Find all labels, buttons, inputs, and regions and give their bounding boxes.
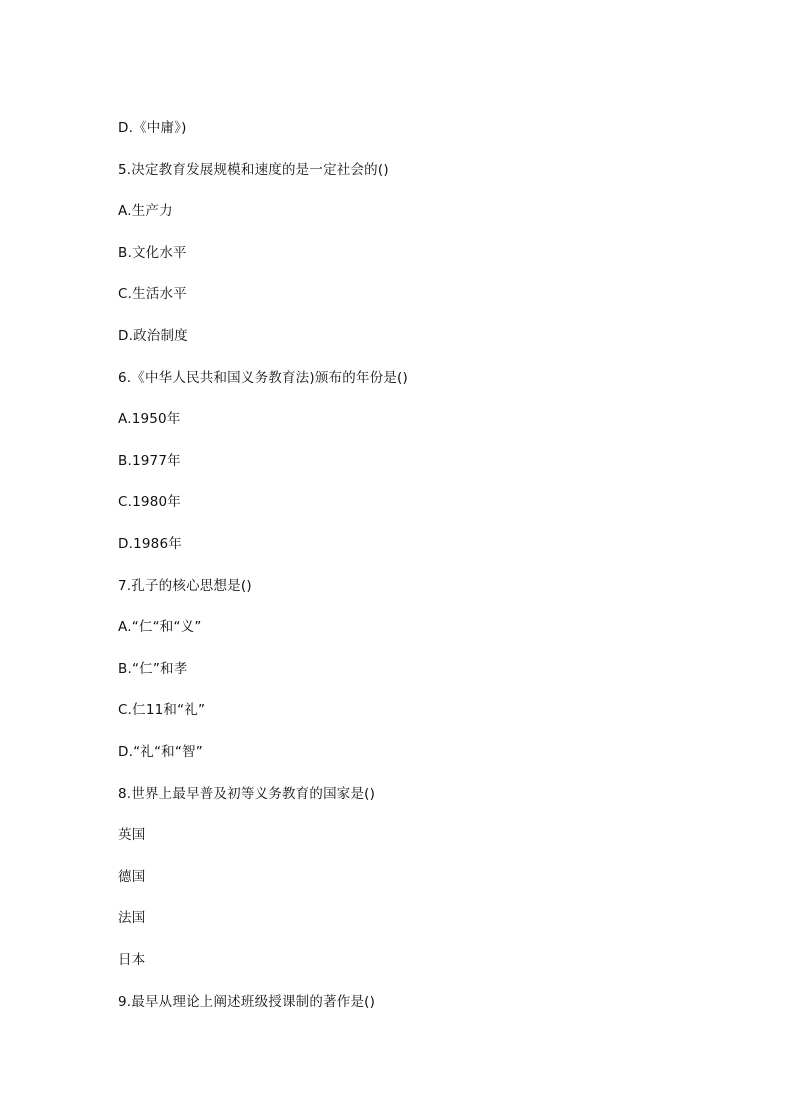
option-8-2: 德国 — [118, 869, 146, 885]
question-5: 5.决定教育发展规模和速度的是一定社会的() — [118, 162, 389, 178]
option-7-a: A.“仁“和“义” — [118, 619, 202, 635]
option-6-d: D.1986年 — [118, 536, 182, 552]
option-5-a: A.生产力 — [118, 203, 173, 219]
option-7-c: C.仁11和“礼” — [118, 702, 206, 718]
option-8-1: 英国 — [118, 827, 146, 843]
option-6-a: A.1950年 — [118, 411, 181, 427]
question-9: 9.最早从理论上阐述班级授课制的著作是() — [118, 994, 376, 1010]
question-6: 6.《中华人民共和国义务教育法)颁布的年份是() — [118, 370, 408, 386]
option-5-c: C.生活水平 — [118, 286, 187, 302]
question-7: 7.孔子的核心思想是() — [118, 578, 252, 594]
option-5-prev-d: D.《中庸》) — [118, 120, 187, 136]
option-6-c: C.1980年 — [118, 494, 181, 510]
option-7-d: D.“礼“和“智” — [118, 744, 203, 760]
question-8: 8.世界上最早普及初等义务教育的国家是() — [118, 786, 376, 802]
option-5-b: B.文化水平 — [118, 245, 187, 261]
option-8-3: 法国 — [118, 910, 146, 926]
option-7-b: B.“仁”和孝 — [118, 661, 188, 677]
option-5-d: D.政治制度 — [118, 328, 188, 344]
option-6-b: B.1977年 — [118, 453, 181, 469]
option-8-4: 日本 — [118, 952, 146, 968]
